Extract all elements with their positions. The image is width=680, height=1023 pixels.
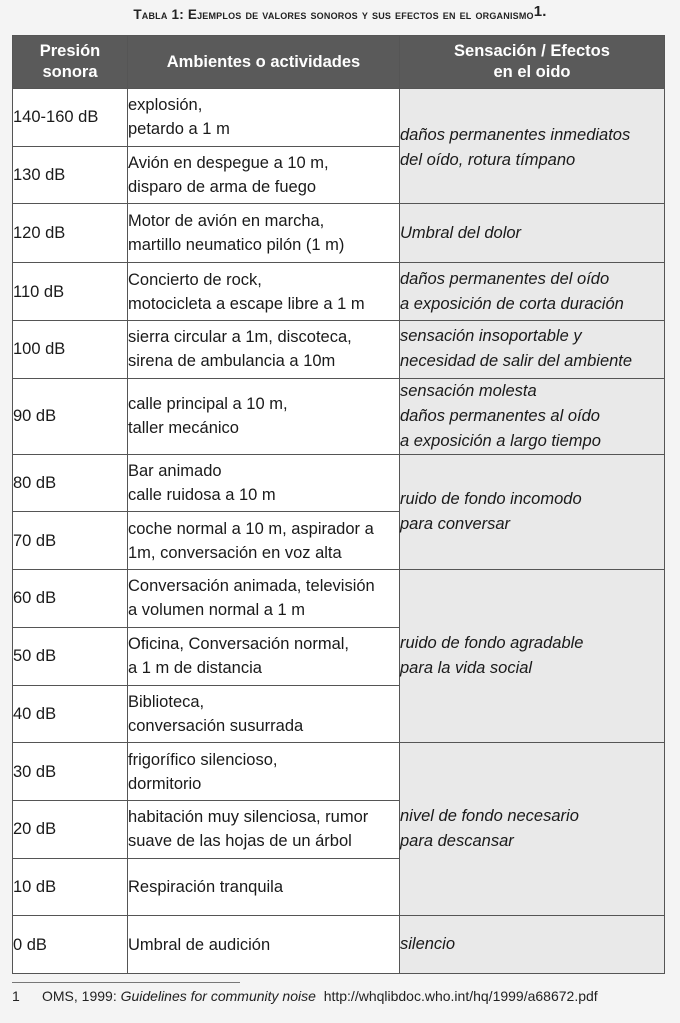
footnote-divider — [12, 982, 240, 983]
pressure-cell: 100 dB — [13, 321, 128, 379]
activity-cell: Umbral de audición — [128, 916, 400, 974]
pressure-cell: 50 dB — [13, 627, 128, 685]
table-row — [13, 89, 665, 147]
activity-cell: Avión en despegue a 10 m, disparo de arma de fuego — [128, 146, 400, 204]
footnote-org: OMS, 1999: — [42, 988, 117, 1004]
header-environments: Ambientes o actividades — [128, 36, 400, 89]
pressure-cell: 20 dB — [13, 800, 128, 858]
pressure-cell: 80 dB — [13, 454, 128, 512]
sound-levels-table — [12, 35, 665, 974]
table-row — [13, 570, 665, 628]
activity-cell: Concierto de rock, motocicleta a escape libre a 1 m — [128, 263, 400, 321]
pressure-cell: 30 dB — [13, 743, 128, 801]
pressure-cell: 140-160 dB — [13, 89, 128, 147]
activity-cell: Conversación animada, televisión a volumen normal a 1 m — [128, 570, 400, 628]
effect-cell: nivel de fondo necesario para descansar — [400, 743, 665, 916]
table-row — [13, 743, 665, 801]
activity-cell: sierra circular a 1m, discoteca, sirena de ambulancia a 10m — [128, 321, 400, 379]
effect-cell: ruido de fondo incomodo para conversar — [400, 454, 665, 569]
effect-cell: sensación molesta daños permanentes al oído a exposición a largo tiempo — [400, 378, 665, 454]
activity-cell: calle principal a 10 m, taller mecánico — [128, 378, 400, 454]
table-row — [13, 321, 665, 379]
table-row — [13, 378, 665, 454]
activity-cell: Motor de avión en marcha, martillo neumatico pilón (1 m) — [128, 204, 400, 263]
caption-text: Ejemplos de valores sonoros y sus efectos en el organismo — [187, 7, 534, 22]
pressure-cell: 90 dB — [13, 378, 128, 454]
activity-cell: coche normal a 10 m, aspirador a 1m, conversación en voz alta — [128, 512, 400, 570]
table-row — [13, 204, 665, 263]
pressure-cell: 60 dB — [13, 570, 128, 628]
table-caption — [0, 3, 680, 22]
effect-cell: sensación insoportable y necesidad de salir del ambiente — [400, 321, 665, 379]
table-row — [13, 916, 665, 974]
activity-cell: habitación muy silenciosa, rumor suave de las hojas de un árbol — [128, 800, 400, 858]
table-row — [13, 454, 665, 512]
header-row — [13, 36, 665, 89]
activity-cell: Bar animado calle ruidosa a 10 m — [128, 454, 400, 512]
footnote-number: 1 — [12, 988, 20, 1004]
pressure-cell: 40 dB — [13, 685, 128, 743]
effect-cell: ruido de fondo agradable para la vida social — [400, 570, 665, 743]
footnote — [12, 988, 598, 1004]
effect-cell: silencio — [400, 916, 665, 974]
effect-cell: Umbral del dolor — [400, 204, 665, 263]
pressure-cell: 0 dB — [13, 916, 128, 974]
activity-cell: Respiración tranquila — [128, 858, 400, 916]
footnote-url: http://whqlibdoc.who.int/hq/1999/a68672.pdf — [323, 988, 598, 1004]
activity-cell: explosión, petardo a 1 m — [128, 89, 400, 147]
header-effects: Sensación / Efectos en el oido — [400, 36, 665, 89]
activity-cell: Oficina, Conversación normal, a 1 m de distancia — [128, 627, 400, 685]
header-pressure: Presión sonora — [13, 36, 128, 89]
footnote-title: Guidelines for community noise — [120, 988, 316, 1004]
pressure-cell: 10 dB — [13, 858, 128, 916]
pressure-cell: 120 dB — [13, 204, 128, 263]
effect-cell: daños permanentes inmediatos del oído, rotura tímpano — [400, 89, 665, 204]
activity-cell: frigorífico silencioso, dormitorio — [128, 743, 400, 801]
pressure-cell: 110 dB — [13, 263, 128, 321]
pressure-cell: 130 dB — [13, 146, 128, 204]
effect-cell: daños permanentes del oído a exposición de corta duración — [400, 263, 665, 321]
pressure-cell: 70 dB — [13, 512, 128, 570]
table-row — [13, 263, 665, 321]
caption-label: Tabla 1: — [133, 7, 184, 22]
caption-footnote-ref: 1. — [533, 3, 547, 20]
activity-cell: Biblioteca, conversación susurrada — [128, 685, 400, 743]
